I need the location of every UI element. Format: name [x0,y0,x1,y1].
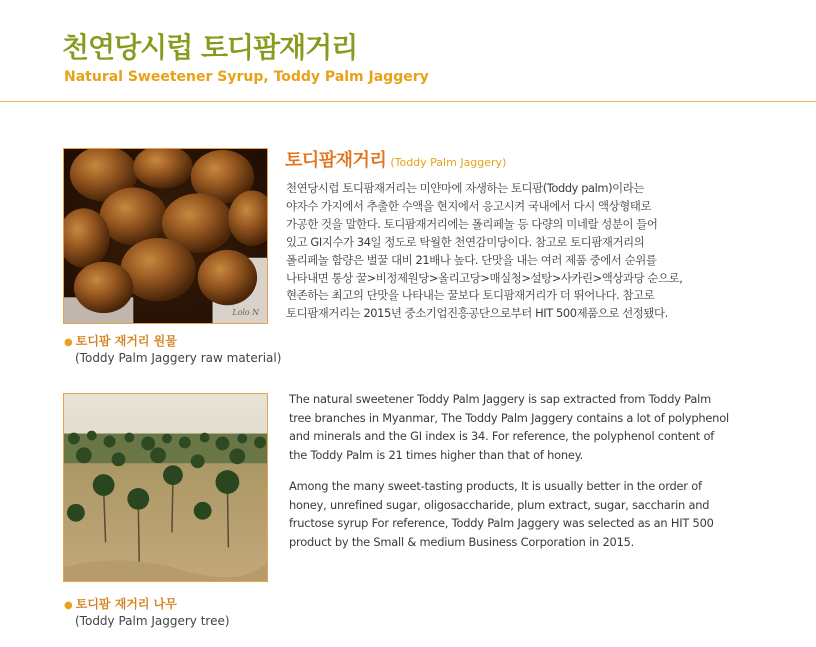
header-divider [0,101,816,102]
page-subtitle: Natural Sweetener Syrup, Toddy Palm Jaggery [64,69,429,85]
bullet-icon: ● [64,600,73,611]
page-title: 천연당시럽 토디팜재거리 [62,31,358,64]
english-paragraph-2: Among the many sweet-tasting products, It is usually better in the order of honey, unrefined sugar, oligosaccharide, plum extract, sugar, saccharin and fructose syrup For reference, Toddy Palm Jaggery was selected as an HIT 500 product by the Small & medium Business Corporation in 2015. [289,479,714,549]
photo-watermark: Lolo N [232,308,260,318]
palm-tree-caption: ● 토디팜 재거리 나무 (Toddy Palm Jaggery tree) [64,597,230,628]
english-paragraph-1: The natural sweetener Toddy Palm Jaggery is sap extracted from Toddy Palm tree branches in Myanmar, The Toddy Palm Jaggery contains a lot of polyphenol and minerals and the GI index is 34. For reference, the polyphenol content of the Toddy Palm is 21 times higher than that of honey. [289,392,729,462]
korean-description: 천연당시럽 토디팜재거리는 미얀마에 자생하는 토디팜(Toddy palm)이라는 야자수 가지에서 추출한 수액을 현지에서 응고시켜 국내에서 다시 액상형태로 가공한 것을 말한다. 토디팜재거리에는 폴리페놀 등 다량의 미네랄 성분이 들어 있고 GI지수가 34일 정도로 탁월한 천연감미당이다. 참고로 토디팜재거리의 폴리페놀 함량은 벌꿀 대비 21배나 높다. 단맛을 내는 여러 제품 중에서 순위를 나타내면 통상 꿀>비정제원당>올리고당>매실청>설탕>사카린>액상과당 순으로, 현존하는 최고의 단맛을 나타내는 꿀보다 토디팜재거리가 더 뛰어나다. 참고로 토디팜재거리는 2015년 중소기업진흥공단으로부터 HIT 500제품으로 선정됐다. [286,181,683,321]
toddy-palm-tree-photo [63,393,268,582]
bullet-icon: ● [64,337,73,348]
raw-material-caption: ● 토디팜 재거리 원물 (Toddy Palm Jaggery raw material) [64,334,282,365]
english-description [289,390,729,551]
jaggery-raw-material-photo [63,148,268,324]
section-title: 토디팜재거리 (Toddy Palm Jaggery) [285,150,507,171]
